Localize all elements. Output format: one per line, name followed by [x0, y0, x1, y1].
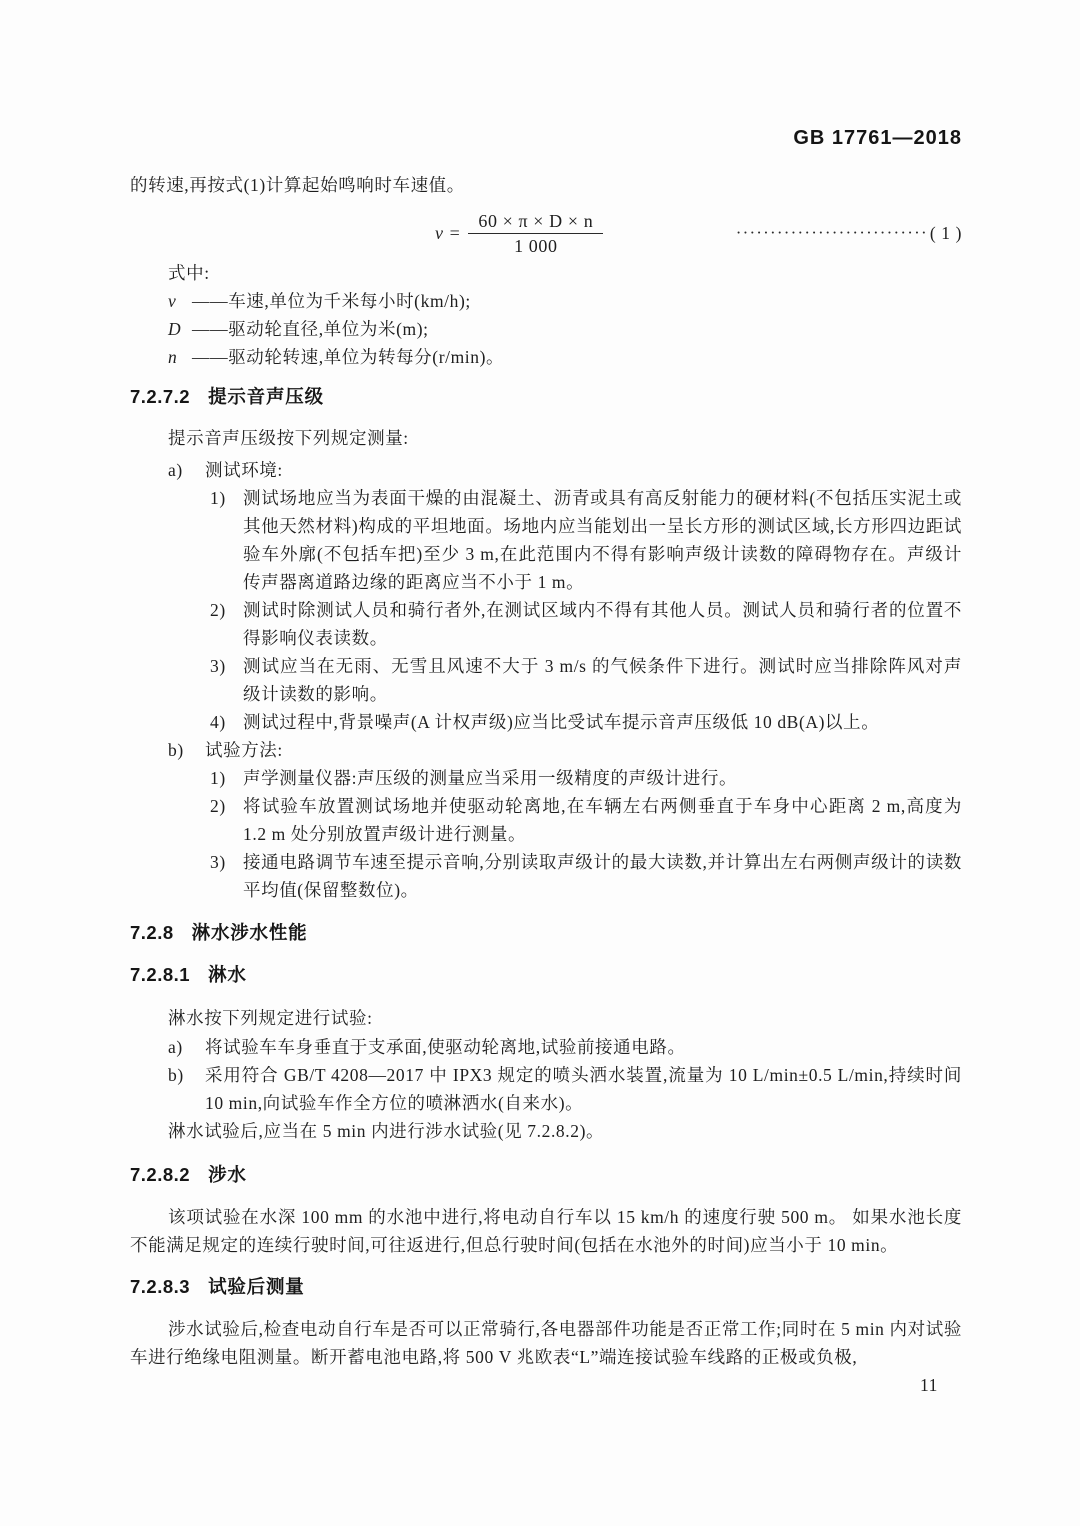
list-text: 测试时除测试人员和骑行者外,在测试区域内不得有其他人员。测试人员和骑行者的位置不得影响仪表读数。 — [243, 600, 962, 648]
heading-7282-title: 涉水 — [208, 1164, 247, 1185]
formula-fraction — [468, 209, 603, 258]
leader-dots: ···························· — [735, 223, 928, 242]
equals-sign: = — [449, 223, 461, 243]
list-label: b) — [168, 740, 184, 760]
lead-paragraph: 的转速,再按式(1)计算起始鸣响时车速值。 — [130, 175, 465, 195]
list-label: 1) — [210, 488, 226, 508]
list-item-7281-a — [168, 1033, 962, 1061]
list-label: b) — [168, 1065, 184, 1085]
list-item-b2 — [210, 792, 962, 848]
list-item-7281-b — [168, 1061, 962, 1117]
heading-7272-number: 7.2.7.2 — [130, 386, 191, 407]
list-label: a) — [168, 460, 183, 480]
definition-D — [168, 315, 962, 343]
sec7283-body: 涉水试验后,检查电动自行车是否可以正常骑行,各电器部件功能是否正常工作;同时在 5 min 内对试验车进行绝缘电阻测量。断开蓄电池电路,将 500 V 兆欧表“L”端连接试验车线路的正极或负极, — [130, 1319, 962, 1367]
list-item-a4 — [210, 708, 962, 736]
list-item-b1 — [210, 764, 962, 792]
list-text: 测试场地应当为表面干燥的由混凝土、沥青或具有高反射能力的硬材料(不包括压实泥土或其他天然材料)构成的平坦地面。场地内应当能划出一呈长方形的测试区域,长方形四边距试验车外廓(不包括车把)至少 3 m,在此范围内不得有影响声级计读数的障碍物存在。声级计传声器离道路边缘的距离应当不小于 1 m。 — [243, 488, 962, 592]
heading-728 — [130, 919, 962, 947]
list-label: 3) — [210, 852, 226, 872]
definition-D-text: ——驱动轮直径,单位为米(m); — [192, 319, 429, 339]
page-footer — [130, 1371, 962, 1399]
definition-n-text: ——驱动轮转速,单位为转每分(r/min)。 — [192, 347, 505, 367]
page-number: 11 — [919, 1375, 938, 1395]
definition-v — [168, 287, 962, 315]
heading-7272 — [130, 383, 962, 411]
symbol-n: n — [168, 347, 178, 367]
heading-7283-number: 7.2.8.3 — [130, 1276, 191, 1297]
where-label: 式中: — [168, 263, 210, 283]
standard-number: GB 17761—2018 — [793, 127, 962, 149]
list-item-a3 — [210, 652, 962, 708]
list-text: 测试过程中,背景噪声(A 计权声级)应当比受试车提示音声压级低 10 dB(A)以上。 — [243, 712, 880, 732]
formula-variable-v: v — [435, 223, 444, 243]
sec7281-closing: 淋水试验后,应当在 5 min 内进行涉水试验(见 7.2.8.2)。 — [168, 1121, 605, 1141]
definition-v-text: ——车速,单位为千米每小时(km/h); — [192, 291, 471, 311]
list-label: 2) — [210, 600, 226, 620]
list-item-a — [168, 456, 962, 484]
heading-7281-number: 7.2.8.1 — [130, 964, 191, 985]
formula-lhs — [435, 219, 468, 247]
fraction-numerator: 60 × π × D × n — [478, 210, 594, 231]
heading-7282-number: 7.2.8.2 — [130, 1164, 191, 1185]
symbol-v: v — [168, 291, 177, 311]
list-label: a) — [168, 1037, 183, 1057]
list-item-a1 — [210, 484, 962, 596]
equation-1-formula — [435, 209, 603, 258]
equation-number: ( 1 ) — [929, 223, 962, 243]
definition-n — [168, 343, 962, 371]
fraction-denominator: 1 000 — [468, 233, 603, 258]
equation-1-row — [130, 207, 962, 259]
list-label: 2) — [210, 796, 226, 816]
list-item-b3 — [210, 848, 962, 904]
heading-7272-title: 提示音声压级 — [208, 386, 324, 407]
heading-728-title: 淋水涉水性能 — [191, 922, 308, 943]
sec7282-body: 该项试验在水深 100 mm 的水池中进行,将电动自行车以 15 km/h 的速度行驶 500 m。 如果水池长度不能满足规定的连续行驶时间,可往返进行,但总行驶时间(包括在水池外的时间)应当小于 10 min。 — [130, 1207, 962, 1255]
symbol-D: D — [168, 319, 182, 339]
list-label: 3) — [210, 656, 226, 676]
list-text: 采用符合 GB/T 4208—2017 中 IPX3 规定的喷头洒水装置,流量为 10 L/min±0.5 L/min,持续时间 10 min,向试验车作全方位的喷淋洒水(自来水)。 — [205, 1065, 962, 1113]
list-text: 测试应当在无雨、无雪且风速不大于 3 m/s 的气候条件下进行。测试时应当排除阵风对声级计读数的影响。 — [243, 656, 962, 704]
heading-728-number: 7.2.8 — [130, 922, 174, 943]
list-text: 试验方法: — [205, 740, 283, 760]
list-item-b — [168, 736, 962, 764]
heading-7283-title: 试验后测量 — [208, 1276, 305, 1297]
sec7272-intro: 提示音声压级按下列规定测量: — [168, 428, 409, 448]
list-text: 将试验车放置测试场地并使驱动轮离地,在车辆左右两侧垂直于车身中心距离 2 m,高度为 1.2 m 处分别放置声级计进行测量。 — [243, 796, 962, 844]
heading-7281-title: 淋水 — [208, 964, 247, 985]
list-label: 1) — [210, 768, 226, 788]
list-text: 接通电路调节车速至提示音响,分别读取声级计的最大读数,并计算出左右两侧声级计的读数平均值(保留整数位)。 — [243, 852, 962, 900]
list-item-a2 — [210, 596, 962, 652]
heading-7283 — [130, 1273, 962, 1301]
list-text: 声学测量仪器:声压级的测量应当采用一级精度的声级计进行。 — [243, 768, 738, 788]
heading-7282 — [130, 1161, 962, 1189]
heading-7281 — [130, 961, 962, 989]
list-label: 4) — [210, 712, 226, 732]
running-header — [130, 124, 962, 152]
list-text: 将试验车车身垂直于支承面,使驱动轮离地,试验前接通电路。 — [205, 1037, 686, 1057]
sec7281-intro: 淋水按下列规定进行试验: — [168, 1008, 373, 1028]
list-text: 测试环境: — [205, 460, 283, 480]
equation-reference — [736, 219, 962, 247]
